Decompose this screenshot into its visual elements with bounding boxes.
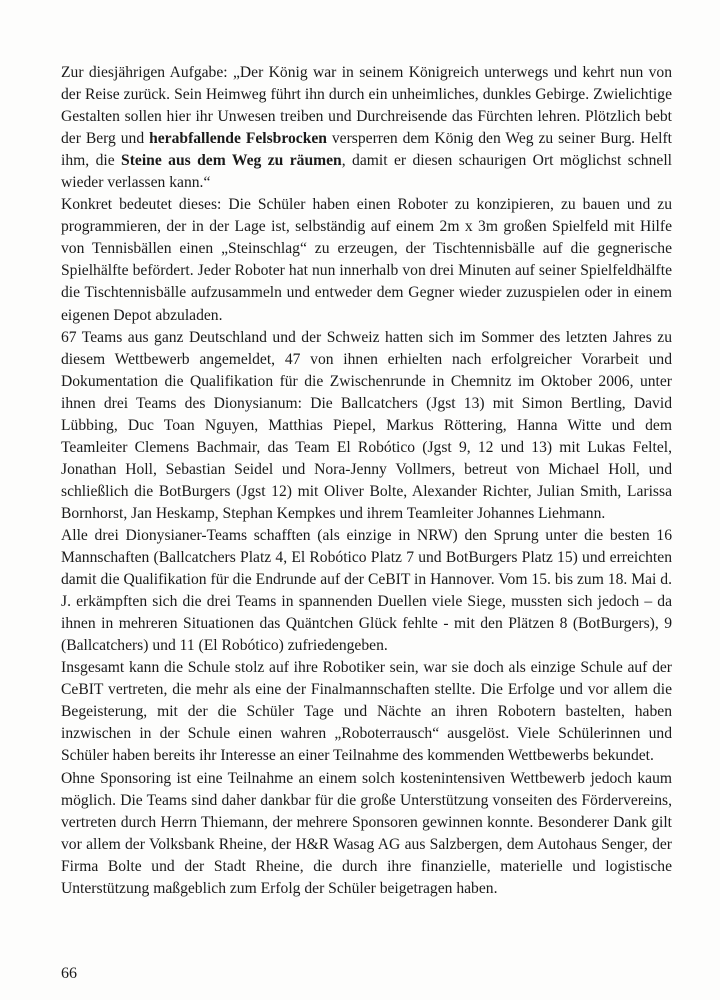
paragraph-pride: Insgesamt kann die Schule stolz auf ihre Robotiker sein, war sie doch als einzige Schule auf der CeBIT vertreten, die mehr als eine der Finalmannschaften stellte. Die Erfolge und vor allem die Begeisterung, mit der die Schüler Tage und Nächte an ihren Robotern bastelten, haben inzwischen in der Schule einen wahren „Roboterrausch“ ausgelöst. Viele Schülerinnen und Schüler haben bereits ihr Interesse an einer Teilnahme des kommenden Wettbewerbs bekundet.: [61, 659, 672, 765]
bold-clear-stones: Steine aus dem Weg zu räumen: [121, 152, 342, 170]
paragraph-teams: 67 Teams aus ganz Deutschland und der Schweiz hatten sich im Sommer des letzten Jahres zu diesem Wettbewerb angemeldet, 47 von ihnen erhielten nach erfolgreicher Vorarbeit und Dokumentation die Qualifikation für die Zwischenrunde in Chemnitz im Oktober 2006, unter ihnen drei Teams des Dionysianum: Die Ballcatchers (Jgst 13) mit Simon Bertling, David Lübbing, Duc Toan Nguyen, Matthias Piepel, Markus Röttering, Hanna Witte und dem Teamleiter Clemens Bachmair, das Team El Robótico (Jgst 9, 12 und 13) mit Lukas Feltel, Jonathan Holl, Sebastian Seidel und Nora-Jenny Vollmers, betreut von Michael Holl, und schließlich die BotBurgers (Jgst 12) mit Oliver Bolte, Alexander Richter, Julian Smith, Larissa Bornhorst, Jan Heskamp, Stephan Kempkes und ihrem Teamleiter Johannes Liehmann.: [61, 328, 672, 522]
paragraph-task-details: Konkret bedeutet dieses: Die Schüler haben einen Roboter zu konzipieren, zu bauen und zu programmieren, der in der Lage ist, selbständig auf einem 2m x 3m großen Spielfeld mit Hilfe von Tennisbällen einen „Steinschlag“ zu erzeugen, der Tischtennisbälle auf die gegnerische Spielhälfte befördert. Jeder Roboter hat nun innerhalb von drei Minuten auf seiner Spielfeldhälfte die Tischtennisbälle aufzusammeln und entweder dem Gegner wieder zuzuspielen oder in einem eigenen Depot abzuladen.: [61, 196, 672, 324]
paragraph-results: Alle drei Dionysianer-Teams schafften (als einzige in NRW) den Sprung unter die besten 16 Mannschaften (Ballcatchers Platz 4, El Robótico Platz 7 und BotBurgers Platz 15) und erreichten damit die Qualifikation für die Endrunde auf der CeBIT in Hannover. Vom 15. bis zum 18. Mai d. J. erkämpften sich die drei Teams in spannenden Duellen viele Siege, mussten sich jedoch – da ihnen in mehreren Situationen das Quäntchen Glück fehlte - mit den Plätzen 8 (BotBurgers), 9 (Ballcatchers) und 11 (El Robótico) zufriedengeben.: [61, 526, 672, 655]
paragraph-sponsoring: Ohne Sponsoring ist eine Teilnahme an einem solch kostenintensiven Wettbewerb jedoch kaum möglich. Die Teams sind daher dankbar für die große Unterstützung vonseiten des Fördervereins, vertreten durch Herrn Thiemann, der mehrere Sponsoren gewinnen konnte. Besonderer Dank gilt vor allem der Volksbank Rheine, der H&R Wasag AG aus Salzbergen, dem Autohaus Senger, der Firma Bolte und der Stadt Rheine, die durch ihre finanzielle, materielle und logistische Unterstützung maßgeblich zum Erfolg der Schüler beigetragen haben.: [61, 769, 672, 897]
task-quote-text-end: , damit er diesen schaurigen Ort möglichst schnell wieder verlassen kann.“: [61, 152, 672, 192]
page-number: 66: [61, 965, 77, 982]
task-quote-text: Zur diesjährigen Aufgabe: „Der König war in seinem Königreich unterwegs und kehrt nun von der Reise zurück. Sein Heimweg führt ihn durch ein unheimliches, dunkles Gebirge. Zwielichtige Gestalten sollen hier ihr Unwesen treiben und Durchreisende das Fürchten lehren. Plötzlich bebt der Berg und: [61, 64, 672, 148]
bold-falling-rocks: herabfallende Felsbrocken: [149, 130, 327, 148]
paragraph-task-intro: [61, 62, 672, 194]
article-body: [61, 62, 672, 900]
task-quote-text-middle: versperren dem König den Weg zu seiner Burg. Helft ihm, die: [61, 130, 673, 170]
